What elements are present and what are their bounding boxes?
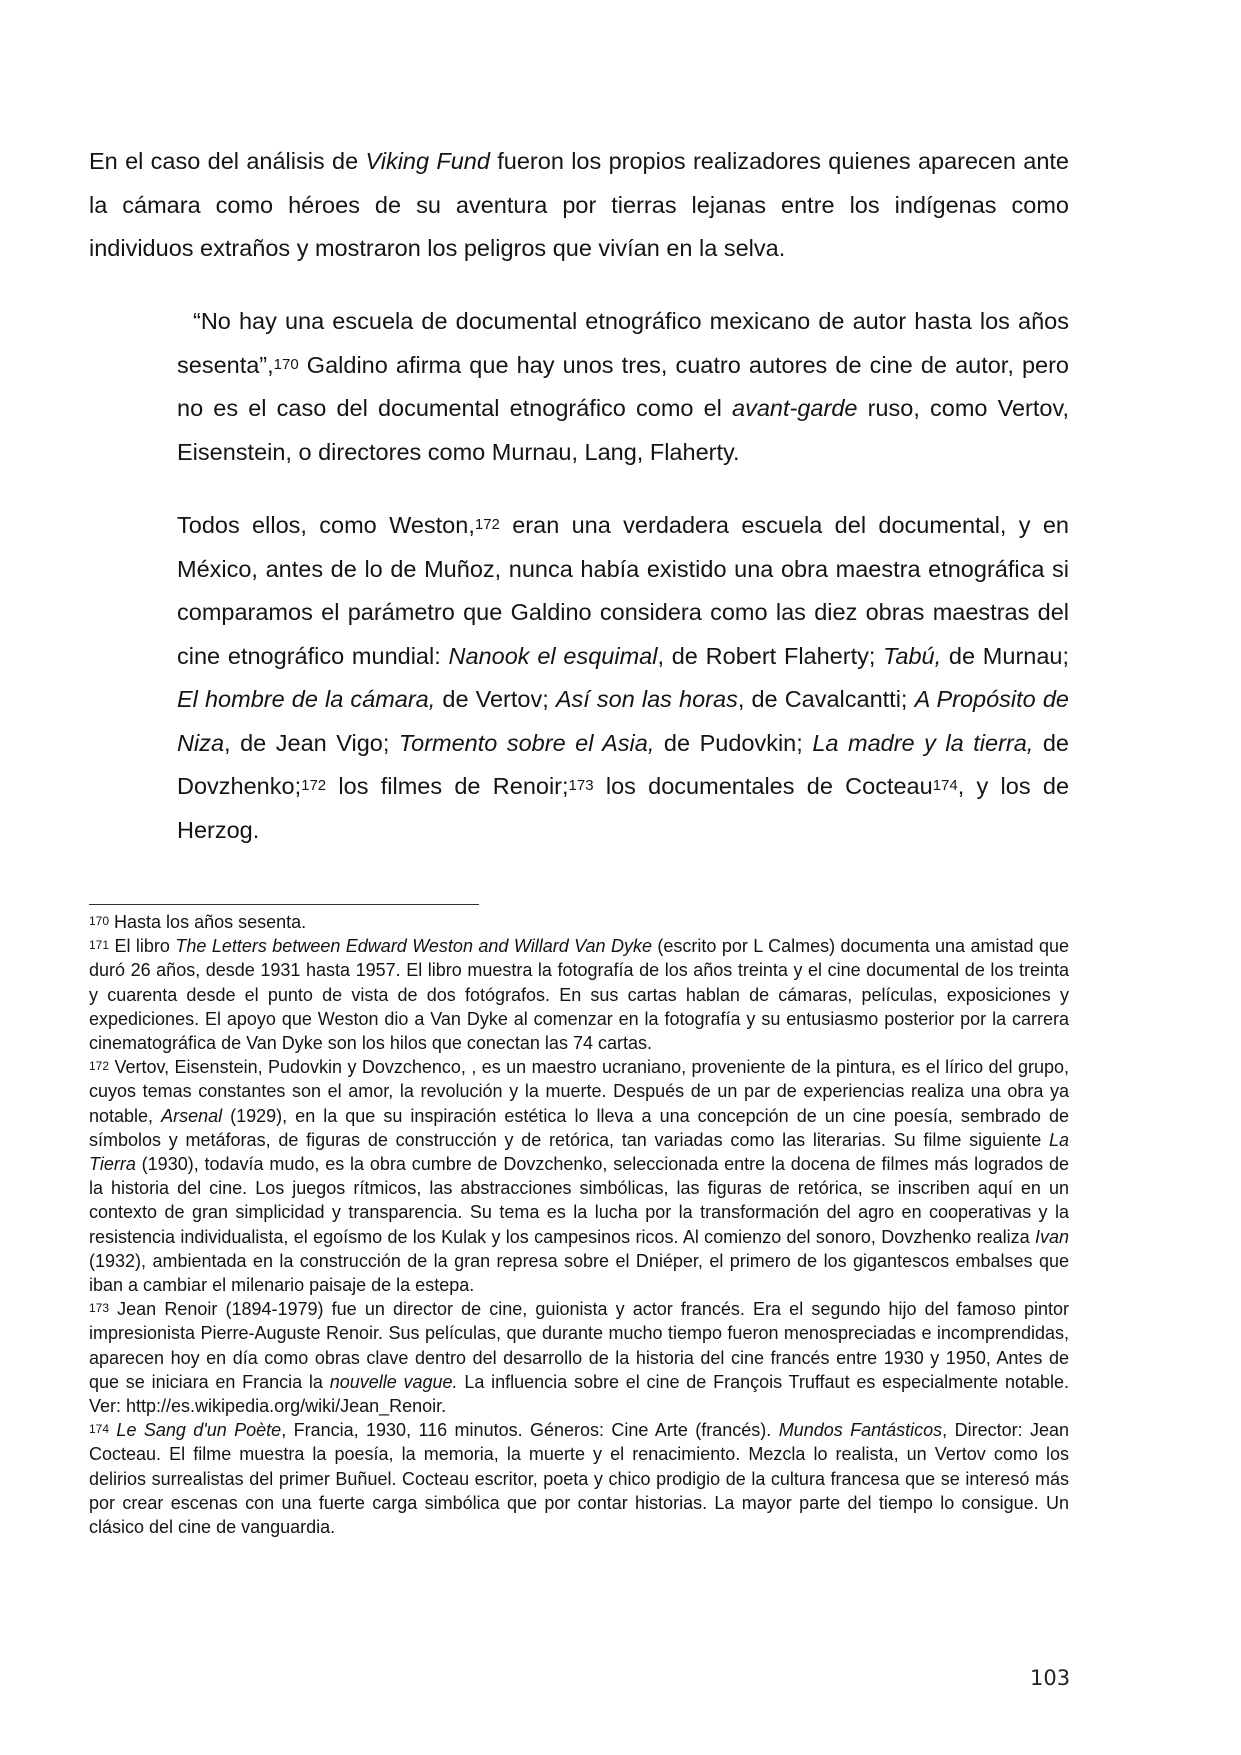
film-title: Así son las horas bbox=[555, 686, 738, 712]
text-run: eran una verdadera escuela del documental, y en México, antes de lo de Muñoz, nunca había existido una obra maestra etnográfica si comparamos el parámetro que Galdino considera como las diez obras maestras del cine etnográfico mundial: bbox=[177, 512, 1069, 669]
film-title: Tabú, bbox=[883, 642, 942, 669]
text-run: , Francia, 1930, 116 minutos. Géneros: Cine Arte (francés). bbox=[281, 1420, 779, 1441]
footnotes bbox=[89, 910, 1069, 1539]
footnote-number: 174 bbox=[89, 1422, 110, 1437]
text-run: Jean Renoir (1894-1979) fue un director de cine, guionista y actor francés. Era el segundo hijo del famoso pintor impresionista Pierre-Auguste Renoir. Sus películas, que durante mucho tiempo fueron menospreciadas e incomprendidas, aparecen hoy en día como obras clave dentro del desarrollo de la historia del cine francés entre 1930 y 1950, Antes de que se iniciara en Francia la bbox=[89, 1299, 1069, 1392]
film-title: La Tierra bbox=[89, 1129, 1069, 1175]
text-run: , y los de Herzog. bbox=[177, 773, 1070, 843]
text-run: , Director: Jean Cocteau. El filme muestra la poesía, la memoria, la muerte y el renacimiento. Mezcla lo realista, un Vertov como los delirios surrealistas del primer Buñuel. Cocteau escritor, poeta y chico prodigio de la cultura francesa que se interesó más por crear escenas con una fuerte carga simbólica que por contar historias. La mayor parte del tiempo lo consigue. Un clásico del cine de vanguardia. bbox=[89, 1420, 1070, 1538]
text-run: , de Robert Flaherty; bbox=[657, 642, 884, 669]
footnote-174 bbox=[89, 1418, 1069, 1539]
footnote-ref-172[interactable]: 172 bbox=[301, 777, 327, 794]
italic-term: nouvelle vague. bbox=[329, 1371, 458, 1392]
text-run: Hasta los años sesenta. bbox=[109, 912, 307, 932]
text-run: Todos ellos, como Weston, bbox=[177, 512, 475, 538]
film-title: Arsenal bbox=[161, 1105, 223, 1126]
text-run: ruso, como Vertov, Eisenstein, o directores como Murnau, Lang, Flaherty. bbox=[177, 395, 1070, 465]
text-run: los documentales de Cocteau bbox=[593, 773, 933, 799]
italic-term: avant-garde bbox=[732, 395, 858, 421]
text-run: de Pudovkin; bbox=[654, 729, 813, 756]
film-title: Mundos Fantásticos bbox=[778, 1420, 943, 1441]
footnote-173 bbox=[89, 1297, 1069, 1418]
text-run: El libro bbox=[109, 936, 176, 957]
text-run: , de Jean Vigo; bbox=[224, 729, 399, 756]
text-run: En el caso del análisis de bbox=[89, 148, 366, 174]
footnote-172 bbox=[89, 1055, 1069, 1297]
film-title: Ivan bbox=[1034, 1226, 1069, 1247]
text-run: (escrito por L Calmes) documenta una amistad que duró 26 años, desde 1931 hasta 1957. El libro muestra la fotografía de los años treinta y el cine documental de los treinta y cuarenta desde el punto de vista de dos fotógrafos. En sus cartas hablan de cámaras, películas, exposiciones y expediciones. El apoyo que Weston dio a Van Dyke al comenzar en la fotografía y su entusiasmo posterior por la carrera cinematográfica de Van Dyke son los hilos que conectan las 74 cartas. bbox=[89, 936, 1069, 1054]
text-run: “No hay una escuela de documental etnográfico mexicano de autor hasta los años sesenta”, bbox=[177, 308, 1069, 378]
film-title: Le Sang d'un Poète bbox=[109, 1420, 282, 1441]
body-paragraph-3 bbox=[177, 504, 1069, 852]
text-run: , de Cavalcantti; bbox=[737, 686, 915, 712]
text-run: Vertov, Eisenstein, Pudovkin y Dovzchenco, , es un maestro ucraniano, proveniente de la pintura, es el lírico del grupo, cuyos temas constantes son el amor, la revolución y la muerte. Después de un par de experiencias realiza una obra ya notable, bbox=[89, 1057, 1069, 1126]
film-title: Viking Fund bbox=[365, 148, 490, 174]
footnote-separator bbox=[89, 904, 479, 905]
text-run: (1929), en la que su inspiración estética lo lleva a una concepción de un cine poesía, sembrado de símbolos y metáforas, de figuras de construcción y de retórica, tan variadas como las literarias. Su filme siguiente bbox=[89, 1105, 1069, 1150]
film-title: Nanook el esquimal bbox=[448, 642, 658, 669]
footnote-number: 173 bbox=[89, 1301, 110, 1316]
text-run: La influencia sobre el cine de François Truffaut es especialmente notable. Ver: http://es.wikipedia.org/wiki/Jean_Renoir. bbox=[89, 1371, 1069, 1417]
text-run: fueron los propios realizadores quienes aparecen ante la cámara como héroes de su aventura por tierras lejanas entre los indígenas como individuos extraños y mostraron los peligros que vivían en la selva. bbox=[89, 148, 1069, 261]
film-title: El hombre de la cámara, bbox=[177, 686, 436, 712]
text-run: de Dovzhenko; bbox=[177, 729, 1069, 799]
film-title: Tormento sobre el Asia, bbox=[398, 729, 655, 756]
text-run: los filmes de Renoir; bbox=[326, 773, 569, 799]
body-paragraph-2 bbox=[177, 300, 1069, 474]
footnote-ref-174[interactable]: 174 bbox=[932, 777, 958, 794]
footnote-ref-171[interactable]: 172 bbox=[474, 516, 500, 533]
footnote-ref-170[interactable]: 170 bbox=[273, 355, 299, 373]
footnote-number: 171 bbox=[89, 938, 110, 953]
film-title: A Propósito de Niza bbox=[177, 686, 1069, 756]
text-run: de Vertov; bbox=[435, 686, 556, 712]
footnote-ref-173[interactable]: 173 bbox=[568, 777, 594, 794]
film-title: La madre y la tierra, bbox=[812, 729, 1034, 756]
footnote-171 bbox=[89, 934, 1069, 1055]
body-paragraph-1 bbox=[89, 140, 1069, 271]
footnote-number: 170 bbox=[89, 914, 110, 928]
text-run: (1932), ambientada en la construcción de la gran represa sobre el Dniéper, el primero de los gigantescos embalses que iban a cambiar el milenario paisaje de la estepa. bbox=[89, 1250, 1069, 1296]
book-title: The Letters between Edward Weston and Willard Van Dyke bbox=[175, 936, 652, 957]
footnote-170 bbox=[89, 910, 1069, 934]
text-run: Galdino afirma que hay unos tres, cuatro autores de cine de autor, pero no es el caso del documental etnográfico como el bbox=[177, 351, 1069, 421]
footnote-number: 172 bbox=[89, 1059, 110, 1074]
text-run: de Murnau; bbox=[941, 642, 1070, 669]
page-number: 103 bbox=[1030, 1666, 1071, 1690]
text-run: (1930), todavía mudo, es la obra cumbre de Dovzchenko, seleccionada entre la docena de filmes más logrados de la historia del cine. Los juegos rítmicos, las abstracciones simbólicas, las figuras de retórica, se inscriben aquí en un contexto de gran simplicidad y transparencia. Su tema es la lucha por la transformación del agro en cooperativas y la resistencia individualista, el egoísmo de los Kulak y los campesinos ricos. Al comienzo del sonoro, Dovzhenko realiza bbox=[89, 1154, 1069, 1247]
